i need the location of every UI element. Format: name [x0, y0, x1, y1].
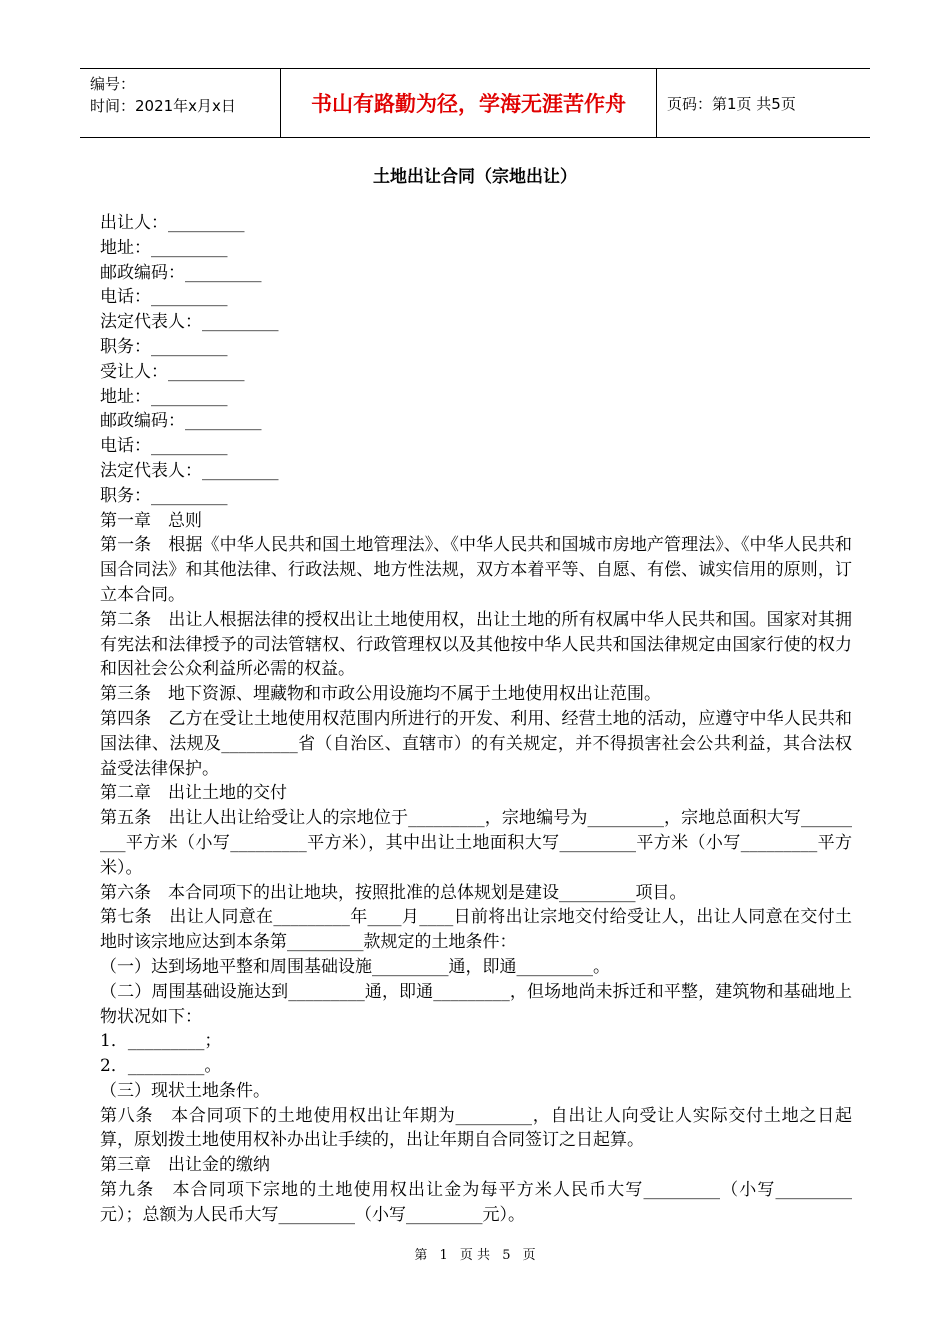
article-8: 第八条 本合同项下的土地使用权出让年期为_________，自出让人向受让人实际交付土地之日起算，原划拨土地使用权补办出让手续的，出让年期自合同签订之日起算。: [100, 1105, 852, 1151]
document-title: 土地出让合同（宗地出让）: [373, 167, 577, 187]
article-7-subitem-2: 2．_________。: [100, 1056, 222, 1077]
article-3: 第三条 地下资源、埋藏物和市政公用设施均不属于土地使用权出让范围。: [100, 684, 661, 705]
page-footer: [0, 1244, 950, 1263]
chapter-2-heading: 第二章 出让土地的交付: [100, 783, 287, 804]
line-transferee-position: 职务：_________: [100, 485, 228, 506]
header-motto: 书山有路勤为径，学海无涯苦作舟: [280, 69, 657, 137]
line-transferee-address: 地址：_________: [100, 386, 228, 407]
line-transferee: 受让人：_________: [100, 361, 245, 382]
line-transferee-legal-rep: 法定代表人：_________: [100, 460, 279, 481]
article-6: 第六条 本合同项下的出让地块，按照批准的总体规划是建设_________项目。: [100, 882, 687, 903]
line-transferor-position: 职务：_________: [100, 336, 228, 357]
line-transferor-legal-rep: 法定代表人：_________: [100, 312, 279, 333]
footer-prefix: 第: [414, 1248, 428, 1263]
article-7: 第七条 出让人同意在_________年____月____日前将出让宗地交付给受让人，出让人同意在交付土地时该宗地应达到本条第_________款规定的土地条件：: [100, 907, 852, 953]
chapter-3-heading: 第三章 出让金的缴纳: [100, 1155, 270, 1176]
contract-body: [100, 211, 852, 1228]
article-7-subitem-1: 1．_________；: [100, 1031, 222, 1052]
article-7-item-2: （二）周围基础设施达到_________通，即通_________，但场地尚未拆迁和平整，建筑物和基础地上物状况如下：: [100, 981, 852, 1027]
line-transferee-postcode: 邮政编码：_________: [100, 411, 262, 432]
article-1: 第一条 根据《中华人民共和国土地管理法》、《中华人民共和国城市房地产管理法》、《中华人民共和国合同法》和其他法律、行政法规、地方性法规，双方本着平等、自愿、有偿、诚实信用的原则，订立本合同。: [100, 535, 852, 605]
header-meta: [80, 69, 280, 137]
page-header: [80, 68, 870, 138]
document-date: 时间：2021年x月x日: [90, 97, 236, 115]
article-9: 第九条 本合同项下宗地的土地使用权出让金为每平方米人民币大写_________（小写_________元）；总额为人民币大写_________（小写_________元）。: [100, 1180, 852, 1225]
chapter-1-heading: 第一章 总则: [100, 510, 202, 531]
document-number: 编号：: [90, 75, 136, 93]
footer-total-pages: 5: [502, 1248, 511, 1263]
footer-middle: 页 共: [459, 1248, 491, 1263]
line-transferee-phone: 电话：_________: [100, 436, 228, 457]
footer-current-page: 1: [439, 1248, 448, 1263]
article-2: 第二条 出让人根据法律的授权出让土地使用权，出让土地的所有权属中华人民共和国。国家对其拥有宪法和法律授予的司法管辖权、行政管理权以及其他按中华人民共和国法律规定由国家行使的权力和因社会公众利益所必需的权益。: [100, 609, 852, 680]
line-transferor-phone: 电话：_________: [100, 287, 228, 308]
header-page-info: 页码：第1页 共5页: [667, 94, 796, 113]
line-transferor-address: 地址：_________: [100, 237, 228, 258]
article-7-item-1: （一）达到场地平整和周围基础设施_________通，即通_________。: [100, 956, 610, 977]
footer-suffix: 页: [522, 1248, 536, 1263]
article-7-item-3: （三）现状土地条件。: [100, 1080, 270, 1101]
line-transferor: 出让人：_________: [100, 213, 245, 233]
article-5: 第五条 出让人出让给受让人的宗地位于_________，宗地编号为_________，宗地总面积大写_________平方米（小写_________平方米），其中出让土地面积大写_________平方米（小写_________平方米）。: [100, 808, 852, 878]
article-4: 第四条 乙方在受让土地使用权范围内所进行的开发、利用、经营土地的活动，应遵守中华人民共和国法律、法规及_________省（自治区、直辖市）的有关规定，并不得损害社会公共利益，其合法权益受法律保护。: [100, 708, 852, 779]
line-transferor-postcode: 邮政编码：_________: [100, 262, 262, 283]
